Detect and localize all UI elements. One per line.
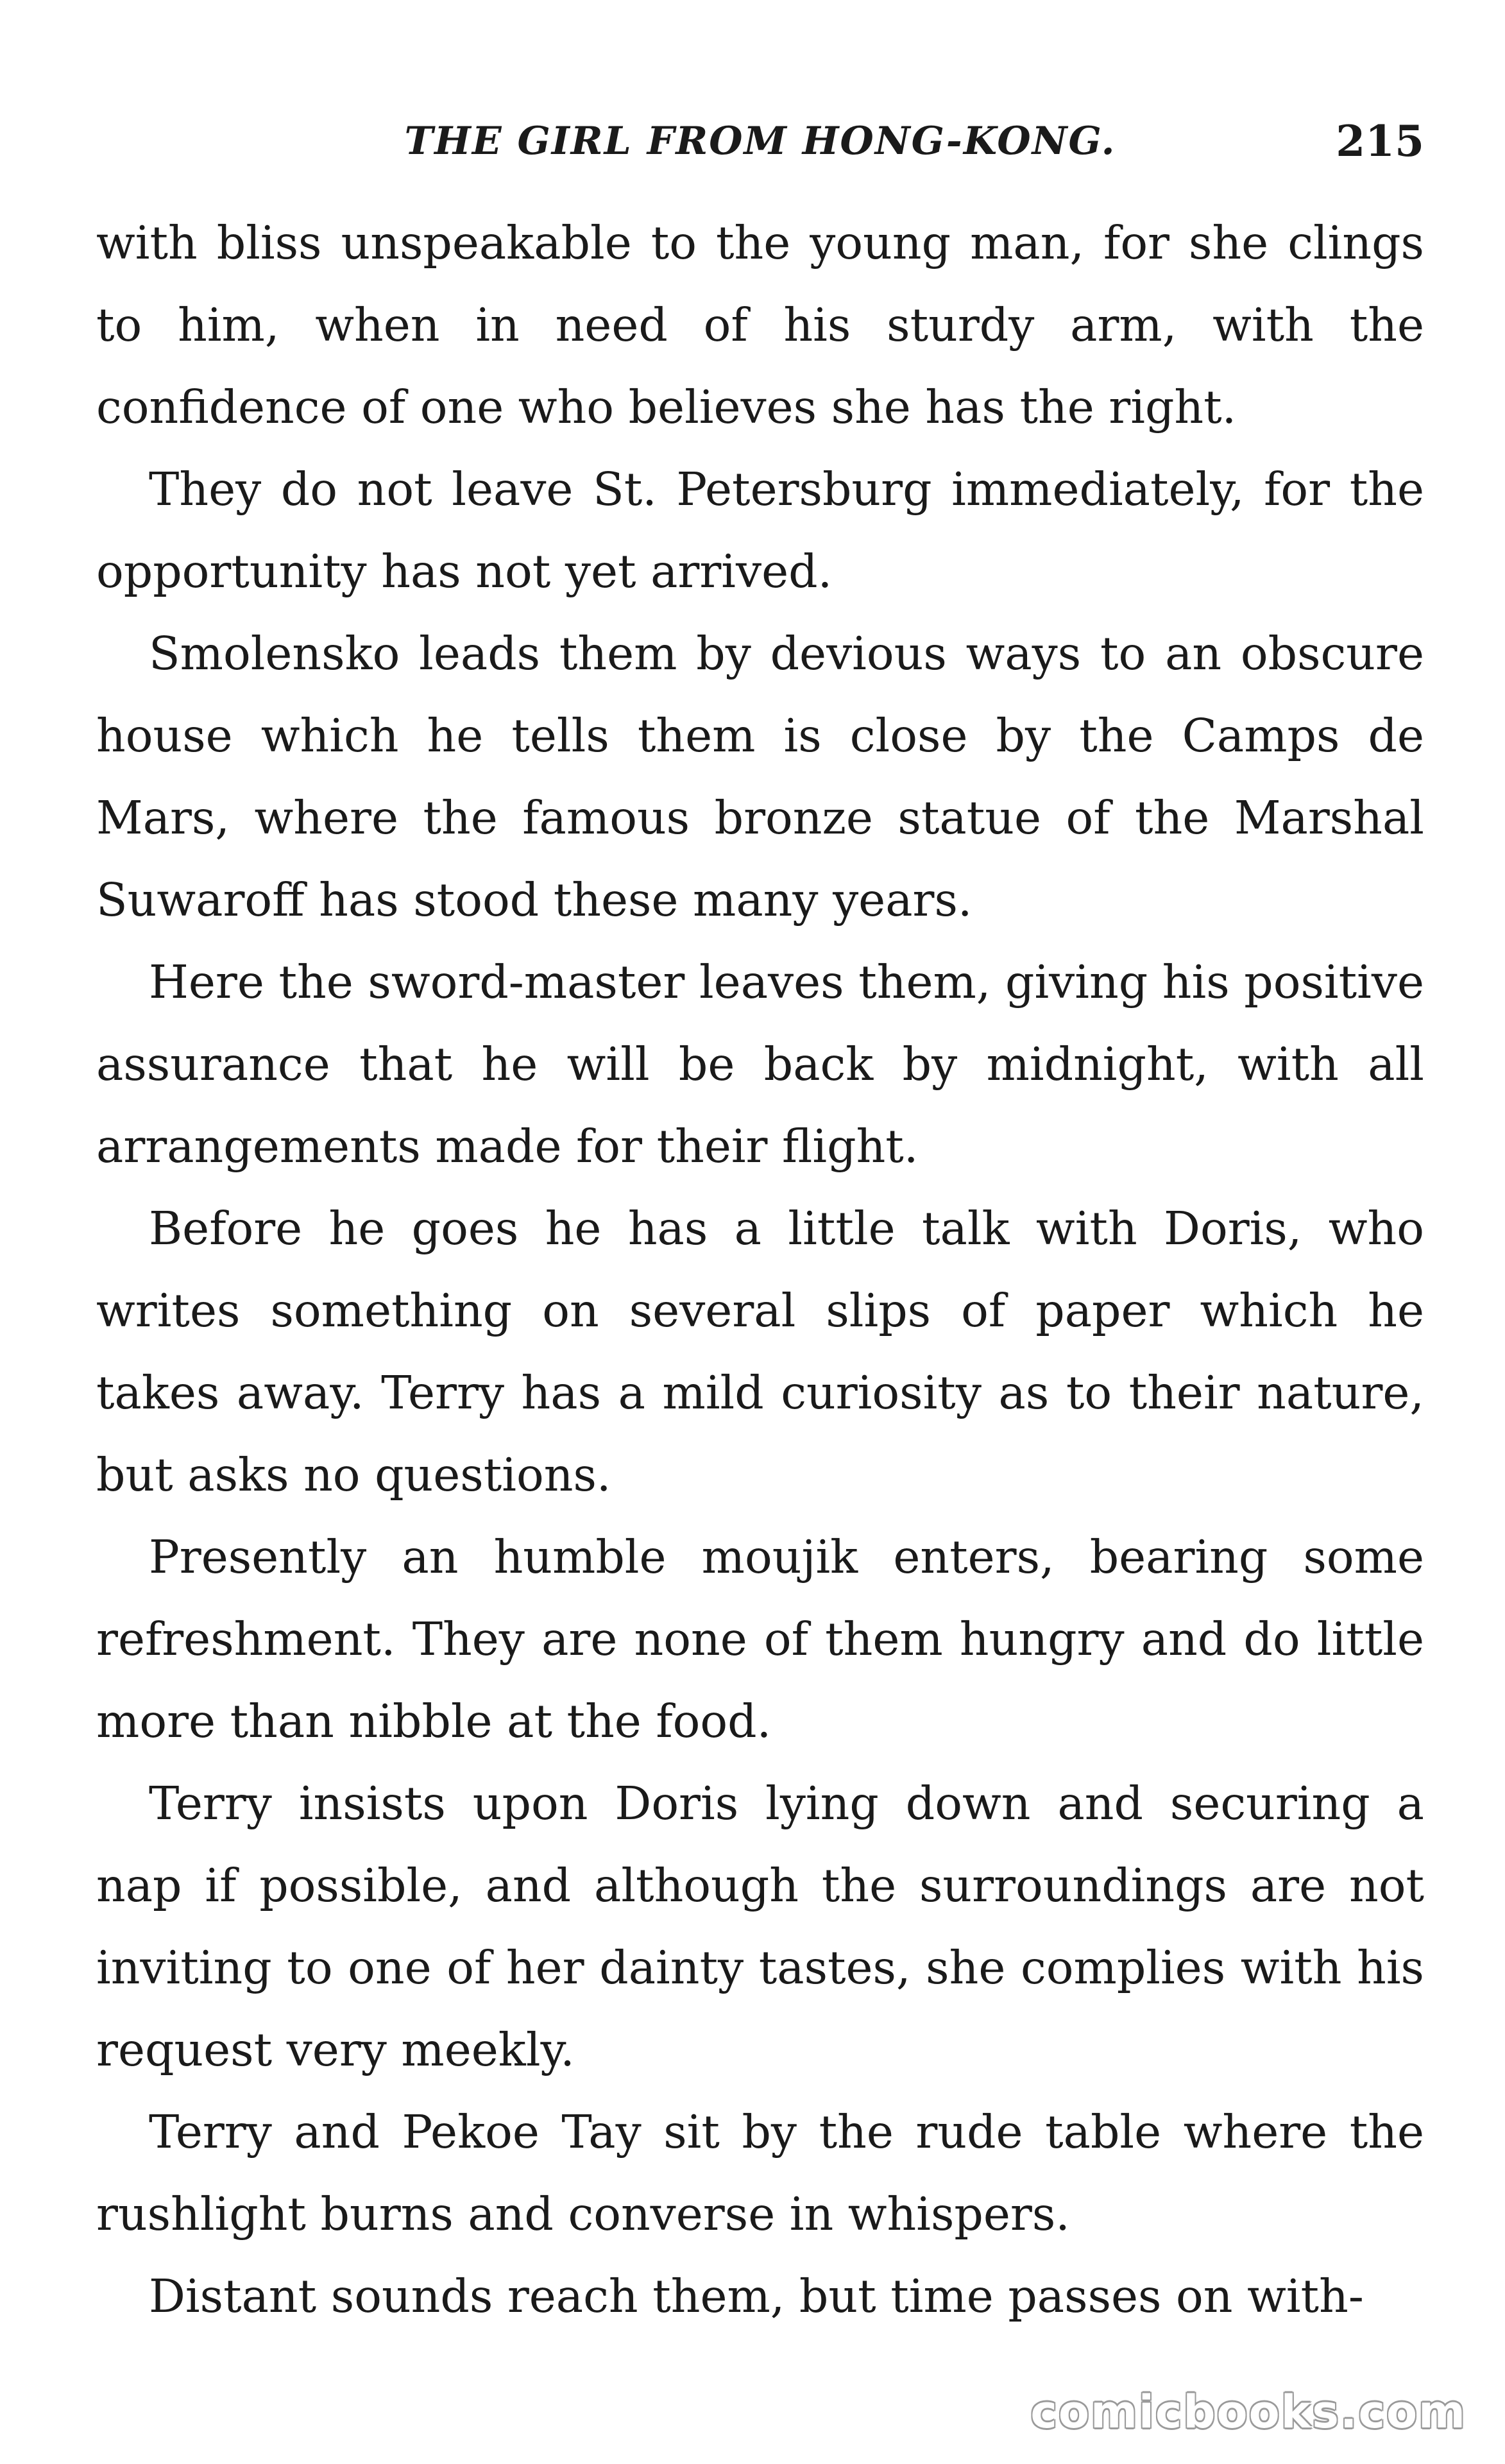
paragraph: Here the sword-master leaves them, giving his positive assurance that he will be back by midnight, with all arrangements made for their flight. [96,955,1424,1173]
paragraph: Terry insists upon Doris lying down and securing a nap if possible, and although the surroundings are not inviting to one of her dainty tastes, she complies with his request very meekly. [96,1777,1424,2076]
paragraph-last: Distant sounds reach them, but time passes on with- [149,2270,1364,2323]
body-text [96,202,1424,2338]
watermark: comicbooks.com [1030,2386,1467,2438]
running-title: THE GIRL FROM HONG-KONG. [404,119,1116,164]
paragraph: Smolensko leads them by devious ways to an obscure house which he tells them is close by the Camps de Mars, where the famous bronze statue of the Marshal Suwaroff has stood these many years. [96,627,1424,927]
page-number: 215 [1336,116,1424,166]
paragraph: Before he goes he has a little talk with Doris, who writes something on several slips of paper which he takes away. Terry has a mild curiosity as to their nature, but asks no questions. [96,1202,1424,1502]
paragraph-continued: with bliss unspeakable to the young man, for she clings to him, when in need of his sturdy arm, with the confidence of one who believes she has the right. [96,216,1424,434]
paragraph: Presently an humble moujik enters, bearing some refreshment. They are none of them hungry and do little more than nibble at the food. [96,1530,1424,1748]
paragraph: They do not leave St. Petersburg immediately, for the opportunity has not yet arrived. [96,463,1424,598]
paragraph: Terry and Pekoe Tay sit by the rude table where the rushlight burns and converse in whispers. [96,2105,1424,2241]
running-head [96,112,1424,170]
